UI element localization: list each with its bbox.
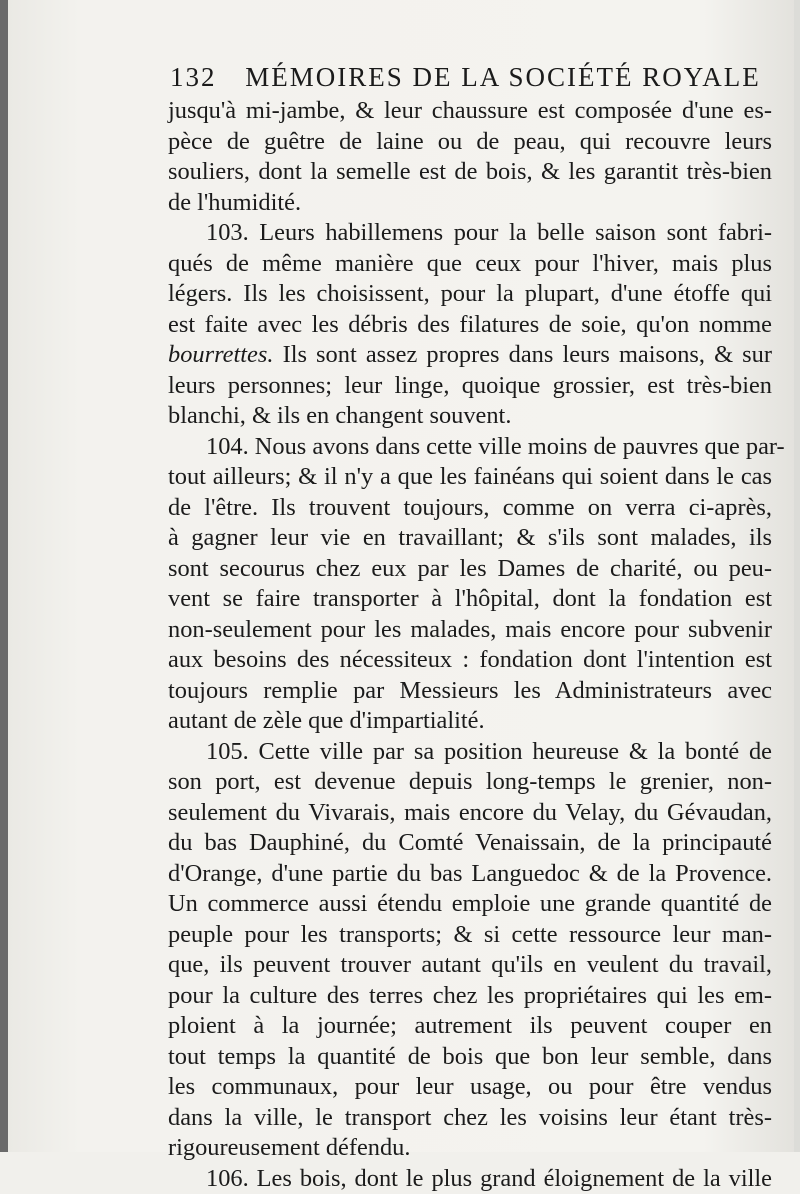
text-line: 103. Leurs habillemens pour la belle saison sont fabri- [168, 218, 772, 249]
running-title: MÉMOIRES DE LA SOCIÉTÉ ROYALE [245, 62, 761, 92]
text-line: bourrettes. Ils sont assez propres dans leurs maisons, & sur [168, 340, 772, 371]
text-line: sont secourus chez eux par les Dames de charité, ou peu- [168, 554, 772, 585]
text-line: 105. Cette ville par sa position heureuse & la bonté de [168, 737, 772, 768]
text-line: leurs personnes; leur linge, quoique grossier, est très-bien [168, 371, 772, 402]
text-line: blanchi, & ils en changent souvent. [168, 401, 772, 432]
text-line: tout ailleurs; & il n'y a que les fainéans qui soient dans le cas [168, 462, 772, 493]
text-line: légers. Ils les choisissent, pour la plupart, d'une étoffe qui [168, 279, 772, 310]
text-line: qués de même manière que ceux pour l'hiver, mais plus [168, 249, 772, 280]
text-line: que, ils peuvent trouver autant qu'ils en veulent du travail, [168, 950, 772, 981]
italic-term: bourrettes. [168, 341, 273, 368]
text-line: pèce de guêtre de laine ou de peau, qui recouvre leurs [168, 127, 772, 158]
page-number: 132 [170, 62, 217, 92]
text-line: de l'être. Ils trouvent toujours, comme on verra ci-après, [168, 493, 772, 524]
running-header [170, 62, 770, 93]
text-line: d'Orange, d'une partie du bas Languedoc & de la Provence. [168, 859, 772, 890]
page-edge [794, 0, 800, 1152]
text-line: ploient à la journée; autrement ils peuvent couper en [168, 1011, 772, 1042]
text-line: du bas Dauphiné, du Comté Venaissain, de la principauté [168, 828, 772, 859]
text-line: toujours remplie par Messieurs les Administrateurs avec [168, 676, 772, 707]
text-line: seulement du Vivarais, mais encore du Velay, du Gévaudan, [168, 798, 772, 829]
page-gutter-shadow [0, 0, 8, 1152]
text-line: non-seulement pour les malades, mais encore pour subvenir [168, 615, 772, 646]
text-line: son port, est devenue depuis long-temps le grenier, non- [168, 767, 772, 798]
text-line: peuple pour les transports; & si cette ressource leur man- [168, 920, 772, 951]
text-line: 104. Nous avons dans cette ville moins de pauvres que par- [168, 432, 772, 463]
text-line: souliers, dont la semelle est de bois, & les garantit très-bien [168, 157, 772, 188]
text-line: aux besoins des nécessiteux : fondation dont l'intention est [168, 645, 772, 676]
text-line: pour la culture des terres chez les propriétaires qui les em- [168, 981, 772, 1012]
text-line: dans la ville, le transport chez les voisins leur étant très- [168, 1103, 772, 1134]
text-line: autant de zèle que d'impartialité. [168, 706, 772, 737]
text-line: les communaux, pour leur usage, ou pour être vendus [168, 1072, 772, 1103]
text-line: 106. Les bois, dont le plus grand éloignement de la ville [168, 1164, 772, 1194]
text-line: à gagner leur vie en travaillant; & s'ils sont malades, ils [168, 523, 772, 554]
body-text [168, 96, 772, 1194]
text-line: Un commerce aussi étendu emploie une grande quantité de [168, 889, 772, 920]
text-line: tout temps la quantité de bois que bon leur semble, dans [168, 1042, 772, 1073]
text-line: vent se faire transporter à l'hôpital, dont la fondation est [168, 584, 772, 615]
text-line: est faite avec les débris des filatures de soie, qu'on nomme [168, 310, 772, 341]
text-line: de l'humidité. [168, 188, 772, 219]
text-line: rigoureusement défendu. [168, 1133, 772, 1164]
text-line: jusqu'à mi-jambe, & leur chaussure est composée d'une es- [168, 96, 772, 127]
